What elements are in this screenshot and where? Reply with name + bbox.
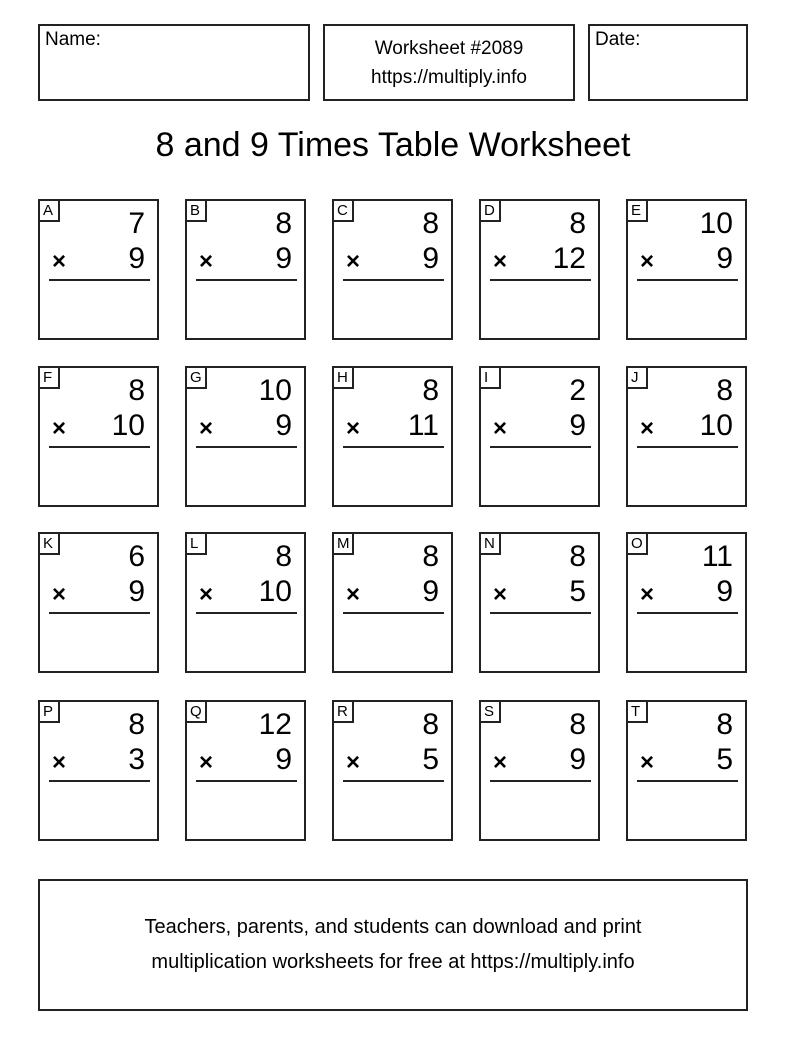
multiplier: 10 (699, 409, 733, 442)
multiplier: 9 (716, 575, 733, 608)
date-label: Date: (595, 29, 641, 50)
multiplicand: 8 (422, 708, 439, 741)
problem-card-n (479, 532, 600, 673)
problem-label: H (332, 366, 354, 389)
worksheet-url: https://multiply.info (371, 66, 527, 88)
multiplier: 9 (569, 743, 586, 776)
answer-area[interactable] (637, 618, 738, 665)
multiply-sign-icon: × (640, 415, 655, 442)
problem-label: L (185, 532, 207, 555)
problem-label: N (479, 532, 501, 555)
multiplier: 10 (111, 409, 145, 442)
multiplier: 10 (258, 575, 292, 608)
multiplier: 9 (275, 743, 292, 776)
multiplicand: 8 (128, 708, 145, 741)
multiplicand: 8 (716, 374, 733, 407)
multiply-sign-icon: × (52, 749, 67, 776)
answer-line (637, 446, 738, 448)
multiply-sign-icon: × (640, 581, 655, 608)
answer-area[interactable] (490, 452, 591, 499)
worksheet-number: Worksheet #2089 (374, 37, 524, 59)
problem-label: I (479, 366, 501, 389)
multiplicand: 8 (569, 540, 586, 573)
multiply-sign-icon: × (199, 248, 214, 275)
multiplicand: 10 (258, 374, 292, 407)
problem-label: R (332, 700, 354, 723)
problem-label: M (332, 532, 354, 555)
answer-line (490, 612, 591, 614)
multiplicand: 6 (128, 540, 145, 573)
name-label: Name: (45, 29, 101, 50)
answer-line (343, 612, 444, 614)
multiplicand: 8 (275, 540, 292, 573)
answer-line (490, 780, 591, 782)
answer-line (637, 279, 738, 281)
multiply-sign-icon: × (640, 248, 655, 275)
multiplicand: 8 (422, 374, 439, 407)
worksheet-info-box (323, 24, 575, 101)
multiplier: 9 (569, 409, 586, 442)
multiplier: 5 (716, 743, 733, 776)
multiply-sign-icon: × (199, 581, 214, 608)
multiply-sign-icon: × (346, 581, 361, 608)
footer-box (38, 879, 748, 1011)
answer-area[interactable] (343, 285, 444, 332)
problem-card-d (479, 199, 600, 340)
date-field-box[interactable] (588, 24, 748, 101)
answer-line (49, 612, 150, 614)
problem-card-r (332, 700, 453, 841)
problem-label: T (626, 700, 648, 723)
problem-label: G (185, 366, 207, 389)
multiply-sign-icon: × (199, 749, 214, 776)
problem-card-j (626, 366, 747, 507)
multiplicand: 8 (716, 708, 733, 741)
multiplier: 9 (128, 575, 145, 608)
problem-card-e (626, 199, 747, 340)
answer-area[interactable] (343, 618, 444, 665)
answer-line (196, 612, 297, 614)
multiplicand: 8 (422, 207, 439, 240)
footer-line-1: Teachers, parents, and students can download and print (144, 916, 642, 938)
answer-line (49, 446, 150, 448)
multiplier: 3 (128, 743, 145, 776)
multiplicand: 2 (569, 374, 586, 407)
answer-area[interactable] (343, 786, 444, 833)
multiply-sign-icon: × (52, 581, 67, 608)
multiplicand: 8 (569, 708, 586, 741)
answer-line (637, 612, 738, 614)
answer-area[interactable] (49, 618, 150, 665)
multiply-sign-icon: × (493, 415, 508, 442)
multiplier: 9 (716, 242, 733, 275)
answer-area[interactable] (49, 285, 150, 332)
answer-area[interactable] (637, 285, 738, 332)
problem-label: B (185, 199, 207, 222)
problem-label: C (332, 199, 354, 222)
answer-line (490, 279, 591, 281)
multiplier: 9 (422, 242, 439, 275)
multiplier: 9 (422, 575, 439, 608)
problem-card-l (185, 532, 306, 673)
problem-card-s (479, 700, 600, 841)
answer-line (343, 446, 444, 448)
answer-area[interactable] (196, 786, 297, 833)
multiplicand: 12 (258, 708, 292, 741)
multiply-sign-icon: × (493, 749, 508, 776)
answer-area[interactable] (196, 285, 297, 332)
multiplier: 9 (275, 409, 292, 442)
multiplier: 9 (128, 242, 145, 275)
problem-label: J (626, 366, 648, 389)
name-field-box[interactable] (38, 24, 310, 101)
problem-card-m (332, 532, 453, 673)
answer-line (196, 279, 297, 281)
problem-card-p (38, 700, 159, 841)
multiplicand: 8 (569, 207, 586, 240)
problem-card-a (38, 199, 159, 340)
multiplicand: 11 (701, 540, 733, 573)
problem-card-g (185, 366, 306, 507)
multiplicand: 8 (128, 374, 145, 407)
multiply-sign-icon: × (52, 248, 67, 275)
answer-line (196, 780, 297, 782)
answer-area[interactable] (196, 618, 297, 665)
problem-label: Q (185, 700, 207, 723)
multiply-sign-icon: × (199, 415, 214, 442)
answer-area[interactable] (490, 285, 591, 332)
multiply-sign-icon: × (493, 581, 508, 608)
answer-line (49, 780, 150, 782)
problem-label: P (38, 700, 60, 723)
page-title: 8 and 9 Times Table Worksheet (155, 126, 631, 164)
multiplicand: 10 (699, 207, 733, 240)
multiplicand: 8 (422, 540, 439, 573)
multiplicand: 7 (128, 207, 145, 240)
problem-label: F (38, 366, 60, 389)
problem-card-o (626, 532, 747, 673)
answer-area[interactable] (49, 786, 150, 833)
multiply-sign-icon: × (346, 749, 361, 776)
answer-line (343, 279, 444, 281)
problem-card-i (479, 366, 600, 507)
multiply-sign-icon: × (640, 749, 655, 776)
multiplier: 11 (407, 409, 439, 442)
answer-line (637, 780, 738, 782)
problem-card-h (332, 366, 453, 507)
problem-card-c (332, 199, 453, 340)
answer-area[interactable] (637, 452, 738, 499)
multiplicand: 8 (275, 207, 292, 240)
answer-line (343, 780, 444, 782)
multiplier: 9 (275, 242, 292, 275)
answer-area[interactable] (637, 786, 738, 833)
multiply-sign-icon: × (346, 415, 361, 442)
problem-card-k (38, 532, 159, 673)
problem-label: K (38, 532, 60, 555)
answer-area[interactable] (490, 786, 591, 833)
footer-line-2: multiplication worksheets for free at https://multiply.info (151, 951, 635, 973)
multiplier: 5 (422, 743, 439, 776)
answer-area[interactable] (196, 452, 297, 499)
answer-area[interactable] (49, 452, 150, 499)
problem-label: S (479, 700, 501, 723)
problem-card-q (185, 700, 306, 841)
answer-area[interactable] (343, 452, 444, 499)
answer-line (196, 446, 297, 448)
multiplier: 12 (552, 242, 586, 275)
multiply-sign-icon: × (493, 248, 508, 275)
multiply-sign-icon: × (346, 248, 361, 275)
problem-label: D (479, 199, 501, 222)
answer-area[interactable] (490, 618, 591, 665)
multiplier: 5 (569, 575, 586, 608)
answer-line (49, 279, 150, 281)
problem-label: E (626, 199, 648, 222)
problem-label: O (626, 532, 648, 555)
problem-card-f (38, 366, 159, 507)
problem-label: A (38, 199, 60, 222)
problem-card-b (185, 199, 306, 340)
problem-card-t (626, 700, 747, 841)
multiply-sign-icon: × (52, 415, 67, 442)
answer-line (490, 446, 591, 448)
